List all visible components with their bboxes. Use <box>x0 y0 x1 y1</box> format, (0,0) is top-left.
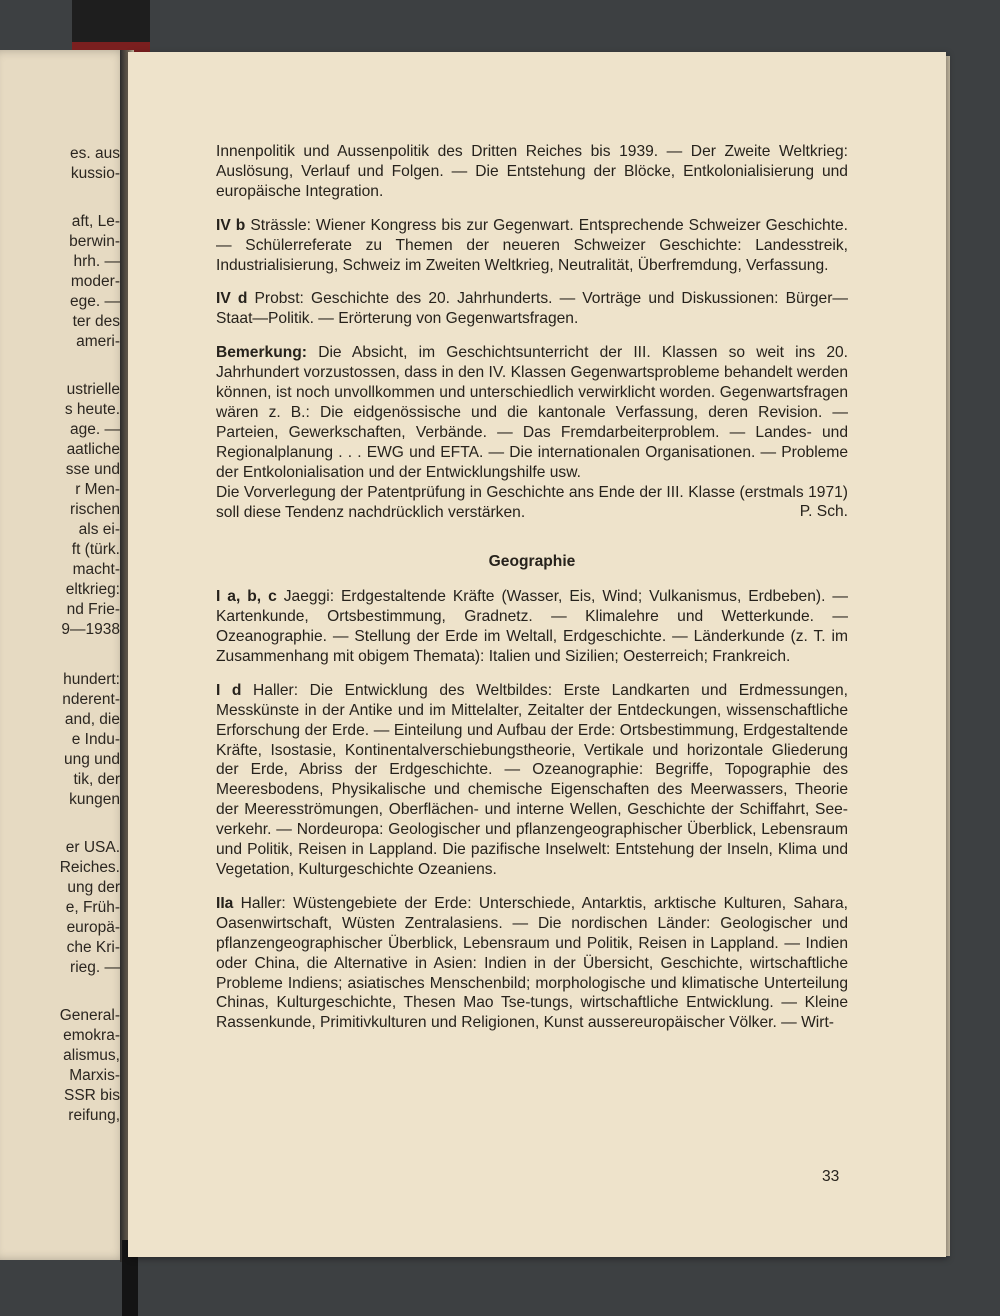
left-page-fragment: berwin- <box>69 233 120 250</box>
left-page-fragment: macht- <box>72 561 120 578</box>
left-page-fragment: hundert: <box>63 671 120 688</box>
paragraph-text: Jaeggi: Erdgestaltende Kräfte (Wasser, Eis, Wind; Vulkanismus, Erdbeben). — Kartenkunde, Ortsbestimmung, Gradnetz. — Klimalehre und Wetterkunde. — Ozeanographie. — Stellung der Erde im Weltall, Erdgeschichte. — Länderkunde (z. T. im Zusammenhang mit obigem Themata): Italien und Sizilien; Oesterreich; Frankreich. <box>216 588 848 665</box>
paragraph-history-intro <box>216 142 848 202</box>
left-page-fragment: europä- <box>66 919 120 936</box>
left-page-fragment: nderent- <box>62 691 120 708</box>
left-page <box>0 50 128 1260</box>
paragraph-iabc <box>216 587 848 667</box>
left-page-fragment: es. aus <box>70 145 120 162</box>
class-label: IIa <box>216 894 234 912</box>
left-page-fragment: s heute. <box>64 401 120 418</box>
paragraph-ivd <box>216 289 848 329</box>
left-page-fragment: ung der <box>67 879 120 896</box>
paragraph-id <box>216 681 848 880</box>
paragraph-text: Die Absicht, im Geschichtsunterricht der III. Klassen so weit ins 20. Jahrhundert vorzustossen, dass in den IV. Klassen Gegenwartsprobleme behandelt werden können, ist noch unvollkommen und unterschiedlich verwirklicht worden. Gegenwartsfragen wären z. B.: Die eidgenössische und die kantonale Verfassung, deren Revision. — Parteien, Gewerkschaften, Verbände. — Das Fremdarbeiterproblem. — Landes- und Regionalplanung . . . EWG und EFTA. — Die internationalen Organisationen. — Probleme der Entkolonialisation und der Entwicklungshilfe usw. <box>216 344 848 481</box>
class-label: IV b <box>216 216 246 234</box>
paragraph-iia <box>216 894 848 1033</box>
left-page-fragment: nd Frie- <box>66 601 120 618</box>
left-page-fragment: ung und <box>63 751 120 768</box>
paragraph-text: Haller: Wüstengebiete der Erde: Unterschiede, Antarktis, arktische Kulturen, Sahara, Oasenwirtschaft, Wüsten Zentralasiens. — Die nordischen Länder: Geologischer und pflanzengeographischer Überblick, Lebensraum und Politik, Reisen in Lappland. — Indien oder China, die Alternative in Asien: Indien in der Übersicht, Geschichte, wirtschaftliche Probleme Indiens; asiatisches Menschenbild; morphologische und klimatische Unterteilung Chinas, Kulturgeschichte, Thesen Mao Tse-tungs, wirtschaftliche Entwicklung. — Kleine Rassenkunde, Primitivkulturen und Religionen, Kunst aussereuropäischer Völker. — Wirt- <box>216 894 848 1032</box>
left-page-fragment: ege. — <box>70 293 120 310</box>
left-page-fragment: rieg. — <box>70 959 120 976</box>
left-page-fragment: ter des <box>72 313 120 330</box>
left-page-fragment: aatliche <box>66 441 120 458</box>
left-page-fragment: kungen <box>69 791 120 808</box>
paragraph-text: Die Vorverlegung der Patentprüfung in Geschichte ans Ende der III. Klasse (erstmals 1971) soll diese Tendenz nachdrücklich verstärken. <box>216 483 848 521</box>
left-page-fragment: emokra- <box>63 1027 120 1044</box>
paragraph-bemerkung <box>216 343 848 522</box>
left-page-fragment: r Men- <box>75 481 120 498</box>
left-page-fragment: tik, der <box>73 771 120 788</box>
left-page-fragment: SSR bis <box>64 1087 120 1104</box>
left-page-fragment: and, die <box>64 711 120 728</box>
left-page-fragment: 9—1938 <box>61 621 120 638</box>
class-label: I d <box>216 681 242 699</box>
left-page-fragment: eltkrieg: <box>65 581 120 598</box>
right-page <box>128 52 946 1257</box>
class-label: I a, b, c <box>216 588 277 606</box>
left-page-fragment: age. — <box>70 421 120 438</box>
paragraph-text: Probst: Geschichte des 20. Jahrhunderts. — Vorträge und Diskussionen: Bürger—Staat—Politik. — Erörterung von Gegenwartsfragen. <box>216 290 849 328</box>
left-page-fragment: rischen <box>70 501 120 518</box>
left-page-fragment: hrh. — <box>73 253 120 270</box>
left-page-fragment: moder- <box>70 273 120 290</box>
left-page-fragment: che Kri- <box>66 939 120 956</box>
left-page-fragment: ft (türk. <box>71 541 120 558</box>
class-label: IV d <box>216 290 248 308</box>
page-content <box>216 142 848 1033</box>
left-page-fragment: ustrielle <box>66 381 120 398</box>
section-heading-geographie: Geographie <box>488 553 576 571</box>
author-signature: P. Sch. <box>799 503 848 521</box>
left-page-fragment: Marxis- <box>69 1067 120 1084</box>
left-page-fragment: aft, Le- <box>71 213 120 230</box>
left-page-fragment: e Indu- <box>71 731 120 748</box>
paragraph-text: Haller: Die Entwicklung des Weltbildes: Erste Landkarten und Erdmessungen, Messkünste in der Antike und im Mittelalter, Zeitalter der Entdeckungen, wissenschaftliche Erforschung der Erde. — Einteilung und Aufbau der Erde: Ortsbestimmung, Erdgestaltende Kräfte, Isostasie, Kontinentalverschiebungstheorie, Vertikale und horizontale Gliederung der Erde, Abriss der Erdgeschichte. — Ozeanographie: Begriffe, Topographie des Meeresbodens, Physikalische und chemische Eigenschaften des Meerwassers, Theorie der Meeresströmungen, Oberflächen- und interne Wellen, Geschichte der Schiffahrt, Seeverkehr. — Nordeuropa: Geologischer und pflanzengeographischer Überblick, Lebensraum und Politik, Reisen in Lappland. Die pazifische Inselwelt: Entstehung der Inseln, Klima und Vegetation, Kulturgeschichte Ozeaniens. <box>216 681 848 878</box>
left-page-fragment: als ei- <box>78 521 120 538</box>
left-page-fragment: e, Früh- <box>65 899 120 916</box>
left-page-fragment: Reiches. <box>59 859 120 876</box>
page-number: 33 <box>822 1168 840 1185</box>
remark-label: Bemerkung: <box>216 344 307 362</box>
paragraph-text: Innenpolitik und Aussenpolitik des Dritten Reiches bis 1939. — Der Zweite Weltkrieg: Auslösung, Verlauf und Folgen. — Die Entstehung der Blöcke, Entkolonialisierung und europäische Integration. <box>216 143 848 200</box>
left-page-fragment: er USA. <box>65 839 120 856</box>
left-page-fragment: ameri- <box>76 333 120 350</box>
left-page-fragment: General- <box>59 1007 120 1024</box>
left-page-fragment: reifung, <box>68 1107 120 1124</box>
paragraph-ivb <box>216 216 848 276</box>
left-page-fragment: alismus, <box>63 1047 120 1064</box>
left-page-fragment: kussio- <box>70 165 120 182</box>
paragraph-text: Strässle: Wiener Kongress bis zur Gegenwart. Entsprechende Schweizer Geschichte. — Schülerreferate zu Themen der neueren Schweizer Geschichte: Landesstreik, Industrialisierung, Schweiz im Zweiten Weltkrieg, Neutralität, Überfremdung, Verfassung. <box>216 216 848 274</box>
left-page-fragment: sse und <box>65 461 120 478</box>
